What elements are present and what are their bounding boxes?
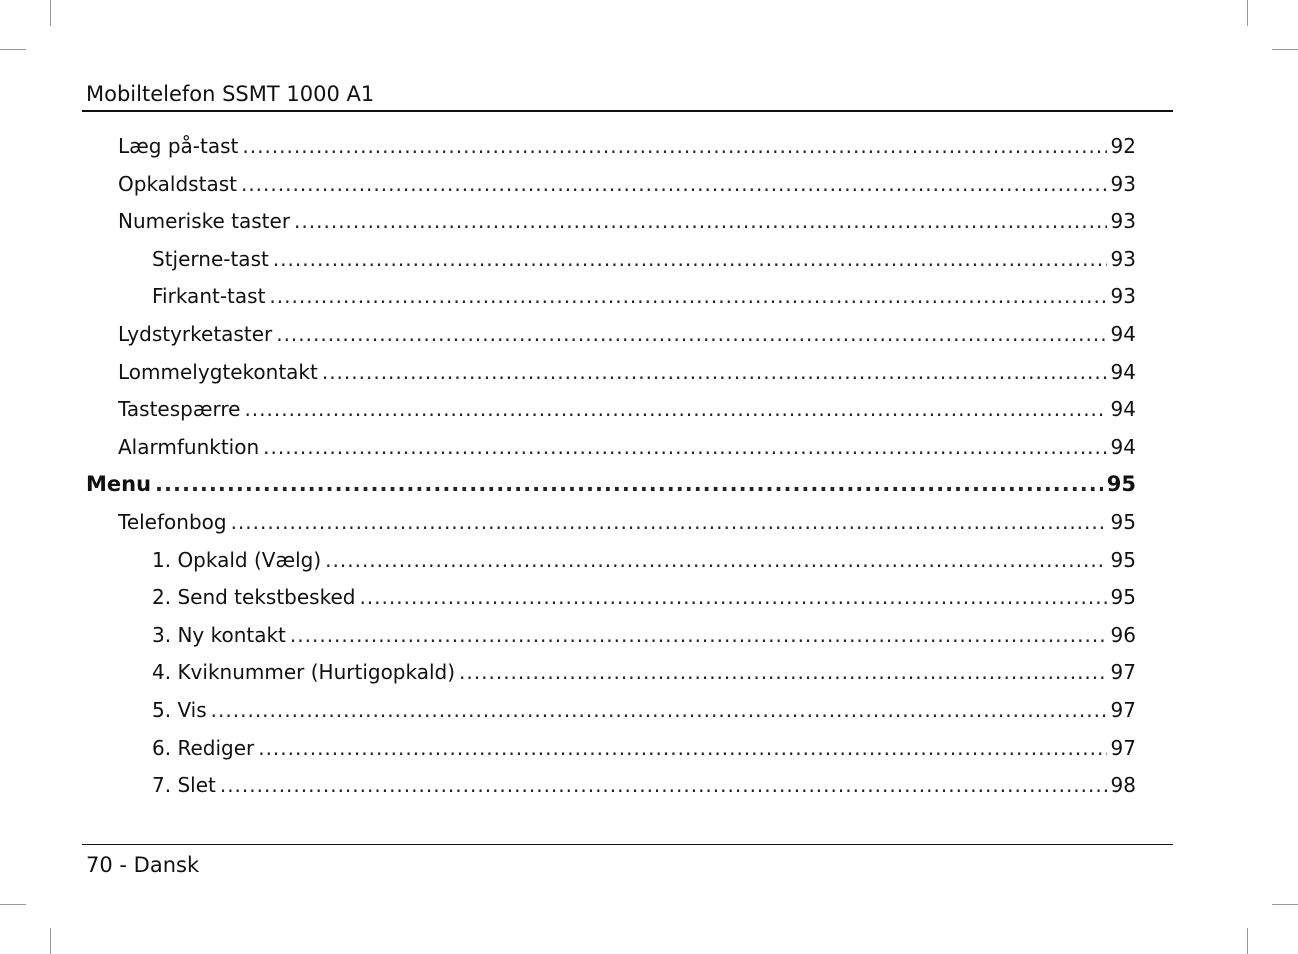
toc-entry-label: Menu: [86, 472, 152, 497]
toc-dot-leader: [258, 729, 1106, 767]
toc-dot-leader: [290, 616, 1107, 654]
toc-entry[interactable]: [152, 541, 1136, 579]
toc-entry-label: Numeriske taster: [118, 209, 291, 234]
toc-entry-page: 93: [1110, 209, 1136, 234]
toc-entry-page: 95: [1110, 547, 1136, 572]
toc-entry[interactable]: [152, 240, 1136, 278]
toc-dot-leader: [231, 503, 1107, 541]
toc-entry-label: Læg på-tast: [118, 134, 239, 158]
toc-entry-label: Opkaldstast: [118, 171, 237, 196]
toc-entry[interactable]: [118, 165, 1136, 203]
toc-entry[interactable]: [118, 315, 1136, 353]
crop-mark: [0, 49, 26, 50]
crop-mark: [1272, 904, 1298, 905]
toc-dot-leader: [155, 465, 1103, 503]
toc-dot-leader: [241, 165, 1107, 203]
toc-entry[interactable]: [152, 729, 1136, 767]
toc-entry-label: Alarmfunktion: [118, 434, 260, 459]
toc-dot-leader: [244, 390, 1106, 428]
toc-entry[interactable]: [118, 503, 1136, 541]
toc-entry-page: 95: [1106, 472, 1136, 497]
crop-mark: [1247, 0, 1248, 26]
toc-entry[interactable]: [152, 653, 1136, 691]
toc-entry-page: 95: [1110, 510, 1136, 534]
toc-entry[interactable]: [152, 616, 1136, 654]
toc-dot-leader: [276, 315, 1106, 353]
toc-dot-leader: [325, 541, 1106, 579]
toc-entry-page: 94: [1110, 322, 1136, 346]
crop-mark: [1272, 49, 1298, 50]
toc-entry-page: 97: [1110, 660, 1136, 685]
page-header-title: Mobiltelefon SSMT 1000 A1: [86, 82, 375, 106]
toc-entry-page: 96: [1110, 622, 1136, 647]
crop-mark: [50, 0, 51, 26]
toc-entry-label: 3. Ny kontakt: [152, 622, 286, 647]
toc-entry[interactable]: [152, 578, 1136, 616]
toc-entry-label: Lydstyrketaster: [118, 322, 273, 346]
toc-dot-leader: [459, 653, 1107, 691]
toc-entry-page: 93: [1110, 246, 1136, 271]
toc-entry-label: Firkant-tast: [152, 284, 266, 309]
toc-entry[interactable]: [152, 766, 1136, 804]
toc-entry[interactable]: [118, 390, 1136, 428]
toc-entry-page: 97: [1110, 735, 1136, 760]
crop-mark: [50, 928, 51, 954]
toc-entry-label: Stjerne-tast: [152, 246, 269, 271]
toc-entry-label: 1. Opkald (Vælg): [152, 547, 322, 572]
header-divider: [82, 110, 1173, 112]
toc-entry-label: 2. Send tekstbesked: [152, 585, 356, 610]
toc-entry-label: 6. Rediger: [152, 735, 255, 760]
toc-entry-label: 4. Kviknummer (Hurtigopkald): [152, 660, 456, 685]
toc-dot-leader: [273, 240, 1107, 278]
footer-divider: [82, 844, 1173, 845]
toc-entry-page: 94: [1110, 359, 1136, 384]
toc-entry[interactable]: [118, 428, 1136, 466]
toc-entry-page: 94: [1110, 434, 1136, 459]
toc-entry[interactable]: [152, 277, 1136, 315]
toc-entry-page: 94: [1110, 397, 1136, 422]
crop-mark: [1247, 928, 1248, 954]
toc-dot-leader: [263, 428, 1106, 466]
toc-entry[interactable]: [118, 202, 1136, 240]
toc-dot-leader: [220, 766, 1107, 804]
toc-entry-label: Telefonbog: [118, 510, 227, 534]
toc-entry[interactable]: [152, 691, 1136, 729]
toc-entry-page: 93: [1110, 284, 1136, 309]
toc-dot-leader: [211, 691, 1107, 729]
toc-entry-page: 97: [1110, 698, 1136, 722]
toc-entry-page: 98: [1110, 773, 1136, 798]
toc-dot-leader: [269, 277, 1106, 315]
toc-entry[interactable]: [86, 465, 1136, 503]
toc-entry-label: 7. Slet: [152, 773, 216, 798]
toc-entry-page: 92: [1110, 134, 1136, 158]
crop-mark: [0, 904, 26, 905]
toc-entry-label: Lommelygtekontakt: [118, 359, 318, 384]
toc-entry-label: Tastespærre: [118, 397, 241, 422]
page-number-footer: 70 - Dansk: [86, 853, 200, 877]
toc-dot-leader: [294, 202, 1107, 240]
toc-entry[interactable]: [118, 127, 1136, 165]
toc-dot-leader: [359, 578, 1106, 616]
toc-entry-label: 5. Vis: [152, 698, 207, 722]
toc-entry[interactable]: [118, 353, 1136, 391]
toc-entry-page: 95: [1110, 585, 1136, 610]
toc-dot-leader: [322, 353, 1107, 391]
toc-entry-page: 93: [1110, 171, 1136, 196]
toc-dot-leader: [242, 127, 1106, 165]
